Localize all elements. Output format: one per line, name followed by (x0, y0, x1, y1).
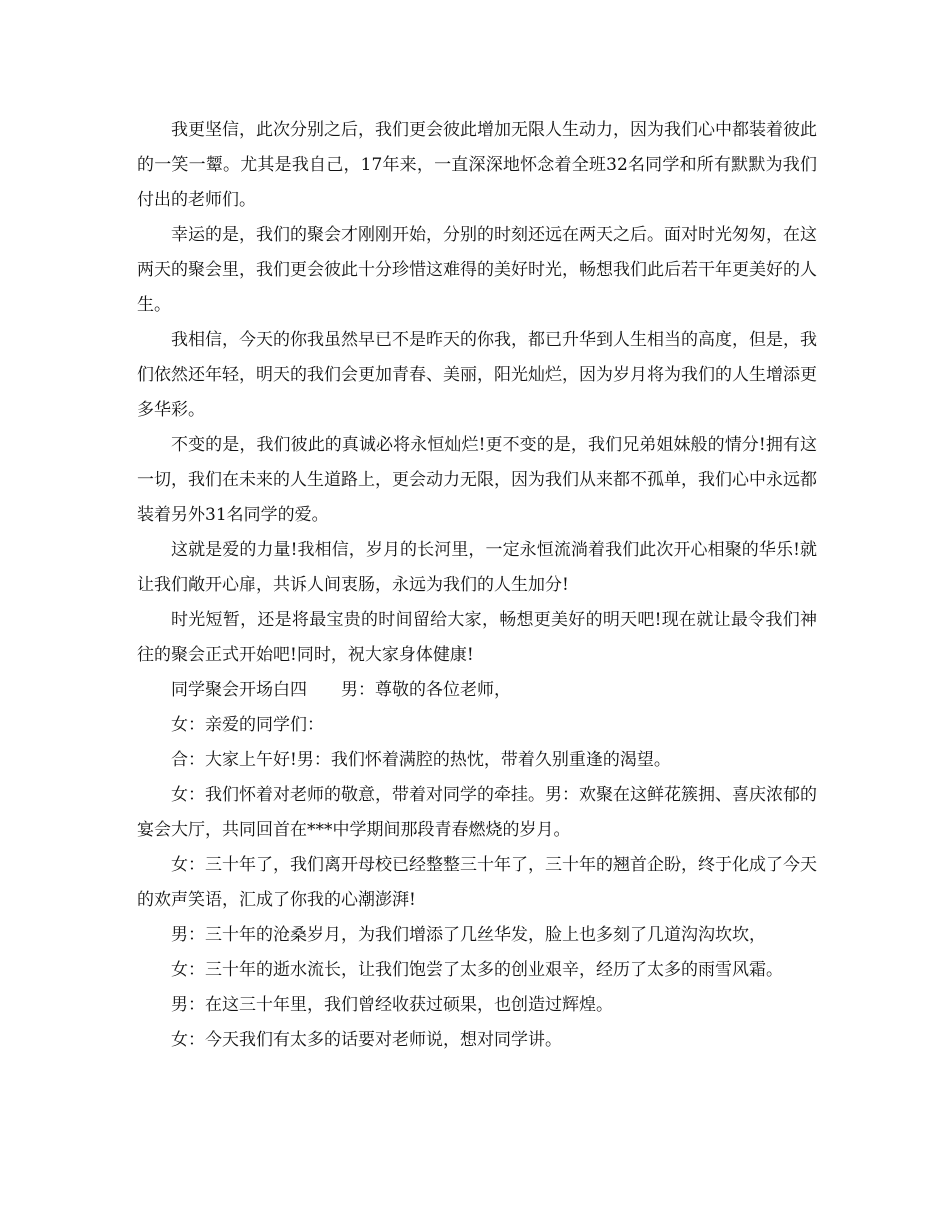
dialogue-line: 男：在这三十年里，我们曾经收获过硕果，也创造过辉煌。 (171, 995, 613, 1015)
dialogue-line: 女：三十年的逝水流长，让我们饱尝了太多的创业艰辛，经历了太多的雨雪风霜。 (171, 960, 783, 980)
paragraph: 时光短暂，还是将最宝贵的时间留给大家，畅想更美好的明天吧!现在就让最令我们神往的聚会正式开始吧!同时，祝大家身体健康! (137, 610, 817, 665)
paragraph: 不变的是，我们彼此的真诚必将永恒灿烂!更不变的是，我们兄弟姐妹般的情分!拥有这一切，我们在未来的人生道路上，更会动力无限，因为我们从来都不孤单，我们心中永远都装着另外31名同学的爱。 (137, 435, 817, 525)
dialogue-line: 合：大家上午好!男：我们怀着满腔的热忱，带着久别重逢的渴望。 (171, 750, 671, 770)
section-heading-line: 同学聚会开场白四 男：尊敬的各位老师， (171, 680, 511, 700)
document-body (137, 113, 817, 1058)
paragraph: 这就是爱的力量!我相信，岁月的长河里，一定永恒流淌着我们此次开心相聚的华乐!就让我们敞开心扉，共诉人间衷肠，永远为我们的人生加分! (137, 540, 817, 595)
dialogue-line: 女：亲爱的同学们： (171, 715, 324, 735)
dialogue-line: 女：三十年了，我们离开母校已经整整三十年了，三十年的翘首企盼，终于化成了今天的欢声笑语，汇成了你我的心潮澎湃! (137, 855, 817, 910)
paragraph: 我更坚信，此次分别之后，我们更会彼此增加无限人生动力，因为我们心中都装着彼此的一笑一颦。尤其是我自己，17年来，一直深深地怀念着全班32名同学和所有默默为我们付出的老师们。 (137, 120, 817, 210)
paragraph: 我相信，今天的你我虽然早已不是昨天的你我，都已升华到人生相当的高度，但是，我们依然还年轻，明天的我们会更加青春、美丽，阳光灿烂，因为岁月将为我们的人生增添更多华彩。 (137, 330, 817, 420)
dialogue-line: 女：今天我们有太多的话要对老师说，想对同学讲。 (171, 1030, 562, 1050)
dialogue-line: 男：三十年的沧桑岁月，为我们增添了几丝华发，脸上也多刻了几道沟沟坎坎， (171, 925, 766, 945)
dialogue-line: 女：我们怀着对老师的敬意，带着对同学的牵挂。男：欢聚在这鲜花簇拥、喜庆浓郁的宴会大厅，共同回首在***中学期间那段青春燃烧的岁月。 (137, 785, 817, 840)
paragraph: 幸运的是，我们的聚会才刚刚开始，分别的时刻还远在两天之后。面对时光匆匆，在这两天的聚会里，我们更会彼此十分珍惜这难得的美好时光，畅想我们此后若干年更美好的人生。 (137, 225, 817, 315)
